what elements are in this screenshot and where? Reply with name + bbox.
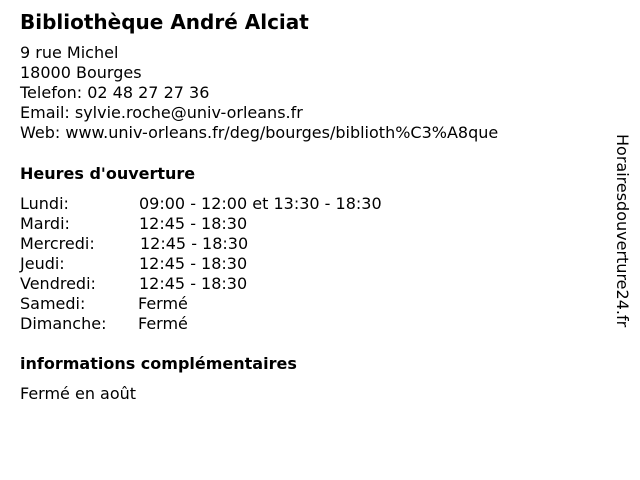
time-value: 12:45 - 18:30 — [139, 274, 248, 293]
hours-row-tuesday — [20, 214, 470, 234]
hours-row-monday — [20, 194, 470, 214]
time-value: 12:45 - 18:30 — [139, 214, 248, 233]
website-address: Web: www.univ-orleans.fr/deg/bourges/biblioth%C3%A8que — [20, 123, 499, 142]
day-label: Vendredi: — [20, 274, 96, 293]
time-value: Fermé — [138, 314, 188, 333]
opening-hours-table — [20, 194, 470, 334]
hours-row-sunday — [20, 314, 470, 334]
day-label: Mercredi: — [20, 234, 95, 253]
phone-number: Telefon: 02 48 27 27 36 — [20, 83, 210, 102]
additional-info-heading: informations complémentaires — [20, 354, 297, 373]
day-label: Samedi: — [20, 294, 86, 313]
hours-row-wednesday — [20, 234, 470, 254]
day-label: Jeudi: — [20, 254, 65, 273]
city-address: 18000 Bourges — [20, 63, 142, 82]
email-address: Email: sylvie.roche@univ-orleans.fr — [20, 103, 303, 122]
day-label: Dimanche: — [20, 314, 107, 333]
additional-info-text: Fermé en août — [20, 384, 137, 403]
address-block — [20, 43, 498, 143]
time-value: 12:45 - 18:30 — [139, 254, 248, 273]
day-label: Lundi: — [20, 194, 69, 213]
hours-row-friday — [20, 274, 470, 294]
time-value: 09:00 - 12:00 et 13:30 - 18:30 — [139, 194, 382, 213]
hours-row-thursday — [20, 254, 470, 274]
time-value: 12:45 - 18:30 — [140, 234, 249, 253]
opening-hours-heading: Heures d'ouverture — [20, 164, 196, 183]
page-title: Bibliothèque André Alciat — [20, 10, 309, 34]
site-watermark: Horairesdouverture24.fr — [613, 134, 632, 328]
street-address: 9 rue Michel — [20, 43, 119, 62]
day-label: Mardi: — [20, 214, 70, 233]
time-value: Fermé — [138, 294, 188, 313]
hours-row-saturday — [20, 294, 470, 314]
